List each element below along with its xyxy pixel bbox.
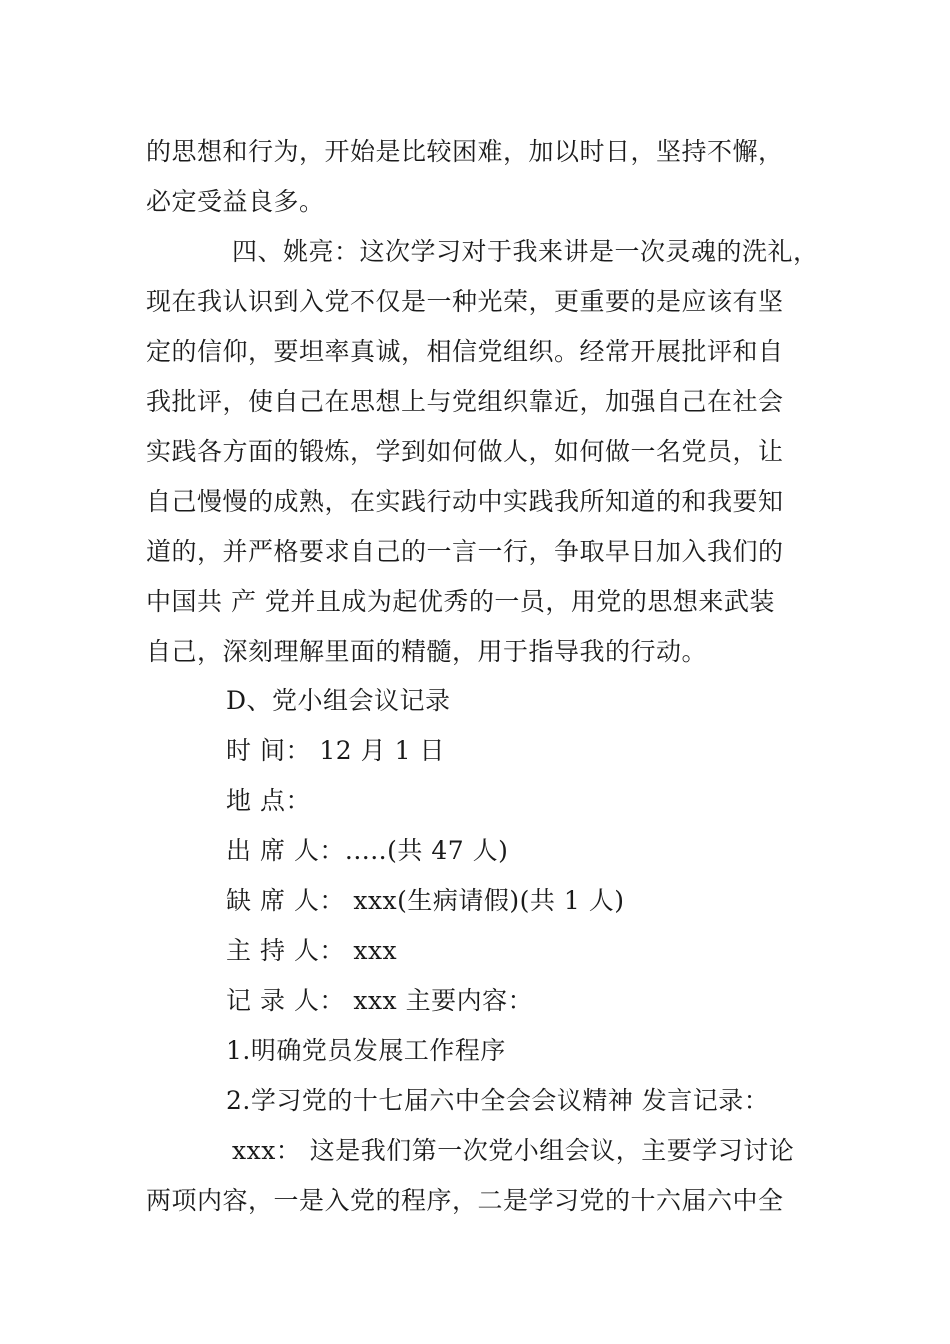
text-line-9: 道的，并严格要求自己的一言一行，争取早日加入我们的	[146, 537, 784, 566]
text-line-1: 的思想和行为，开始是比较困难，加以时日，坚持不懈，	[146, 137, 784, 166]
attendees: 出 席 人：.....(共 47 人)	[226, 836, 509, 865]
text-line-4: 现在我认识到入党不仅是一种光荣，更重要的是应该有坚	[146, 287, 784, 316]
speech-line-1: xxx： 这是我们第一次党小组会议，主要学习讨论	[232, 1136, 795, 1165]
meeting-time: 时 间： 12 月 1 日	[226, 736, 445, 765]
text-line-11: 自己，深刻理解里面的精髓，用于指导我的行动。	[146, 637, 708, 666]
absentees: 缺 席 人： xxx(生病请假)(共 1 人)	[226, 886, 625, 915]
text-line-2: 必定受益良多。	[146, 187, 325, 216]
recorder: 记 录 人： xxx 主要内容：	[226, 986, 534, 1015]
host: 主 持 人： xxx	[226, 936, 398, 965]
text-line-3: 四、姚亮：这次学习对于我来讲是一次灵魂的洗礼，	[232, 237, 819, 266]
speech-line-2: 两项内容，一是入党的程序，二是学习党的十六届六中全	[146, 1186, 784, 1215]
agenda-item-1: 1.明确党员发展工作程序	[226, 1036, 506, 1065]
text-line-6: 我批评，使自己在思想上与党组织靠近，加强自己在社会	[146, 387, 784, 416]
text-line-7: 实践各方面的锻炼，学到如何做人，如何做一名党员，让	[146, 437, 784, 466]
meeting-place: 地 点：	[226, 786, 311, 815]
text-line-8: 自己慢慢的成熟，在实践行动中实践我所知道的和我要知	[146, 487, 784, 516]
section-heading: D、党小组会议记录	[226, 686, 451, 715]
text-line-5: 定的信仰，要坦率真诚，相信党组织。经常开展批评和自	[146, 337, 784, 366]
text-line-10: 中国共 产 党并且成为起优秀的一员，用党的思想来武装	[146, 587, 775, 616]
agenda-item-2: 2.学习党的十七届六中全会会议精神 发言记录：	[226, 1086, 770, 1115]
